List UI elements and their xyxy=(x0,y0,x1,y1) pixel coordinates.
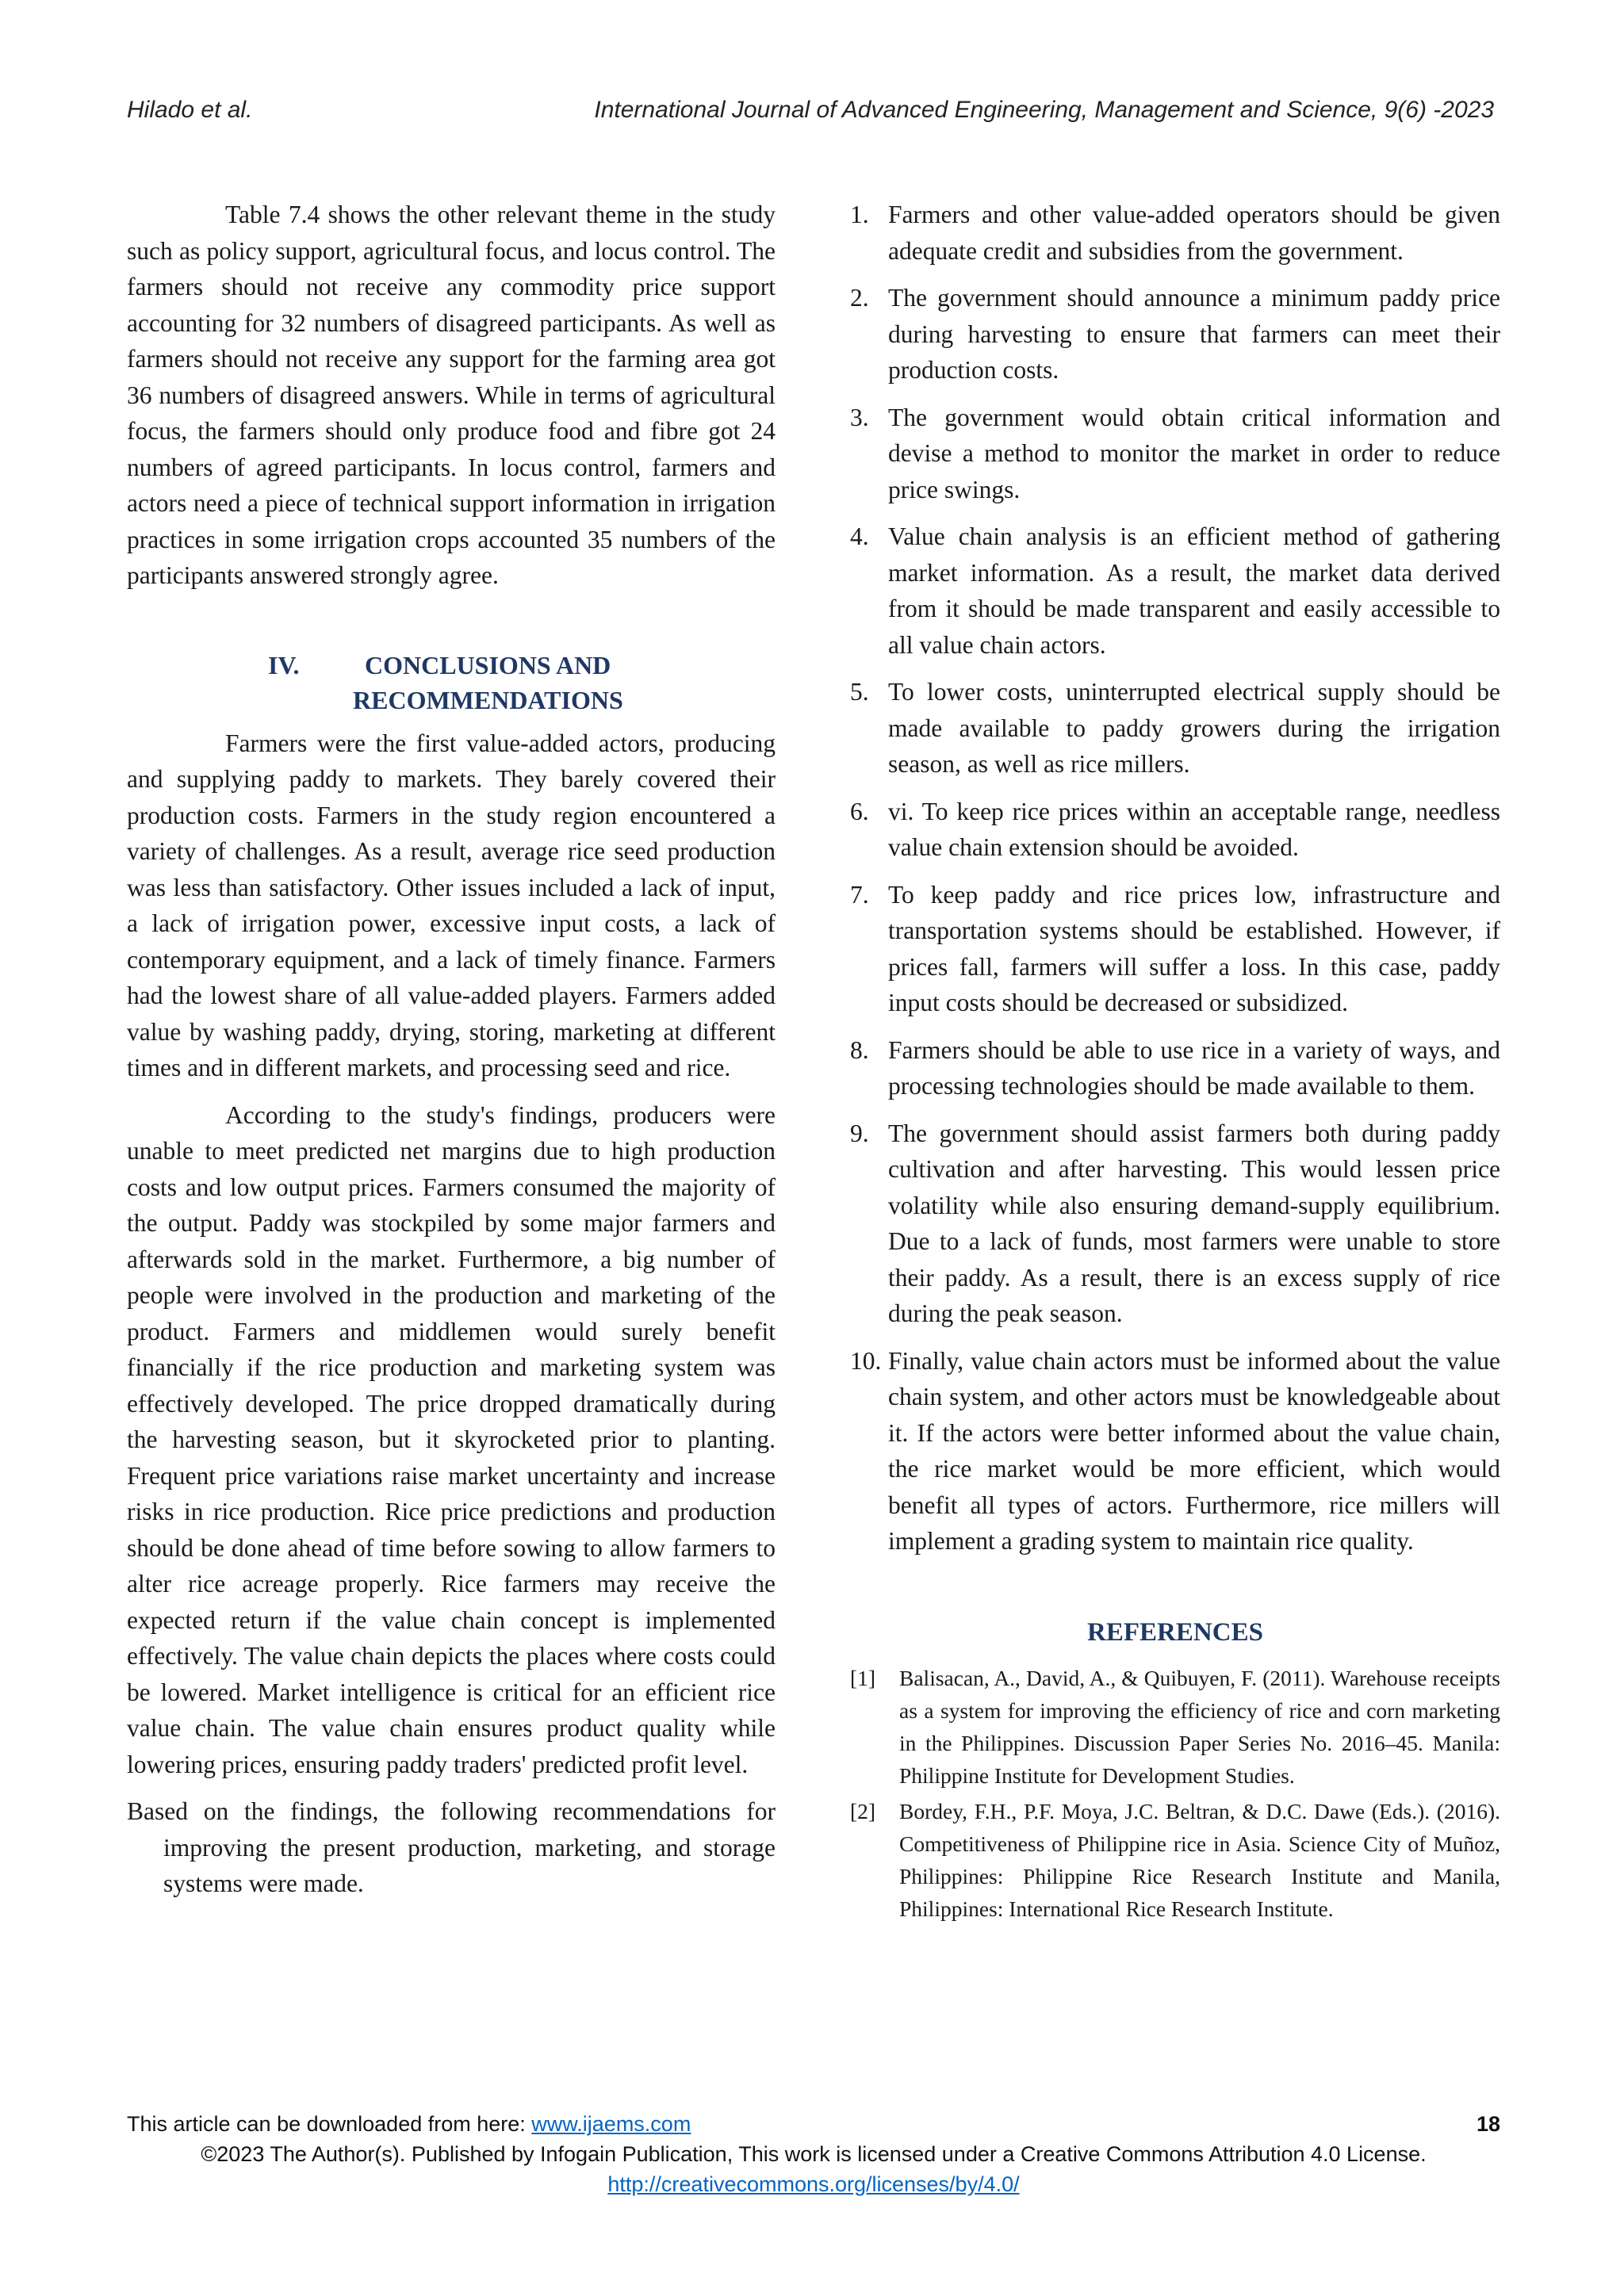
list-number: 4. xyxy=(850,522,869,550)
page-footer xyxy=(127,2109,1500,2199)
list-text: vi. To keep rice prices within an acceptable range, needless value chain extension should be avoided. xyxy=(888,797,1500,861)
reference-number: [1] xyxy=(850,1666,876,1690)
download-prefix: This article can be downloaded from here: xyxy=(127,2112,532,2136)
section-heading xyxy=(127,648,776,718)
body-paragraph: Farmers were the first value-added actors, producing and supplying paddy to markets. They barely covered their production costs. Farmers in the study region encountered a variety of challenges. As a result, average rice seed production was less than satisfactory. Other issues included a lack of input, a lack of irrigation power, excessive input costs, a lack of contemporary equipment, and a lack of timely finance. Farmers had the lowest share of all value-added players. Farmers added value by washing paddy, drying, storing, marketing at different times and in different markets, and processing seed and rice. xyxy=(127,729,776,1081)
section-title-line2: RECOMMENDATIONS xyxy=(353,685,623,714)
license-link[interactable]: http://creativecommons.org/licenses/by/4.0/ xyxy=(607,2172,1020,2196)
list-number: 5. xyxy=(850,678,869,706)
journal-website-link[interactable]: www.ijaems.com xyxy=(531,2112,691,2136)
reference-text: Bordey, F.H., P.F. Moya, J.C. Beltran, & D.C. Dawe (Eds.). (2016). Competitiveness of Philippine rice in Asia. Science City of Muñoz, Philippines: Philippine Rice Research Institute and Manila, Philippines: International Rice Research Institute. xyxy=(899,1799,1500,1921)
page-number: 18 xyxy=(1476,2112,1500,2136)
list-number: 6. xyxy=(850,797,869,825)
left-column xyxy=(127,197,776,1902)
list-item xyxy=(850,674,1500,783)
list-item xyxy=(850,1343,1500,1559)
list-item xyxy=(850,794,1500,866)
list-text: To keep paddy and rice prices low, infrastructure and transportation systems should be established. However, if prices fall, farmers will suffer a loss. In this case, paddy input costs should be decreased or subsidized. xyxy=(888,880,1500,1016)
list-text: Farmers should be able to use rice in a variety of ways, and processing technologies should be made available to them. xyxy=(888,1035,1500,1100)
list-number: 7. xyxy=(850,880,869,909)
list-number: 1. xyxy=(850,201,869,228)
list-item xyxy=(850,877,1500,1021)
list-text: The government would obtain critical information and devise a method to monitor the market in order to reduce price swings. xyxy=(888,403,1500,503)
reference-item xyxy=(850,1662,1500,1792)
header-journal: International Journal of Advanced Engineering, Management and Science, 9(6) -2023 xyxy=(594,97,1494,123)
header-authors: Hilado et al. xyxy=(127,97,253,123)
list-number: 10. xyxy=(850,1346,882,1375)
section-number: IV. xyxy=(268,650,300,679)
list-item xyxy=(850,400,1500,508)
list-text: Finally, value chain actors must be informed about the value chain system, and other actors must be knowledgeable about it. If the actors were better informed about the value chain, the rice market would be more efficient, which would benefit all types of actors. Furthermore, rice millers will implement a grading system to maintain rice quality. xyxy=(888,1346,1500,1555)
list-item xyxy=(850,519,1500,663)
running-header xyxy=(127,97,1494,136)
copyright-notice: ©2023 The Author(s). Published by Infogain Publication, This work is licensed under a Creative Commons Attribution 4.0 License. xyxy=(201,2142,1427,2166)
recommendations-list xyxy=(850,197,1500,1559)
reference-text: Balisacan, A., David, A., & Quibuyen, F. (2011). Warehouse receipts as a system for improving the efficiency of rice and corn marketing in the Philippines. Discussion Paper Series No. 2016–45. Manila: Philippine Institute for Development Studies. xyxy=(899,1666,1500,1788)
section-title-line1: CONCLUSIONS AND xyxy=(365,650,611,679)
body-paragraph: Table 7.4 shows the other relevant theme in the study such as policy support, agricultural focus, and locus control. The farmers should not receive any commodity price support accounting for 32 numbers of disagreed participants. As well as farmers should not receive any support for the farming area got 36 numbers of disagreed answers. While in terms of agricultural focus, the farmers should only produce food and fibre got 24 numbers of agreed participants. In locus control, farmers and actors need a piece of technical support information in irrigation practices in some irrigation crops accounted 35 numbers of the participants answered strongly agree. xyxy=(127,201,776,589)
list-item xyxy=(850,280,1500,388)
body-paragraph: According to the study's findings, producers were unable to meet predicted net margins due to high production costs and low output prices. Farmers consumed the majority of the output. Paddy was stockpiled by some major farmers and afterwards sold in the market. Furthermore, a big number of people were involved in the production and marketing of the product. Farmers and middlemen would surely benefit financially if the rice production and marketing system was effectively developed. The price dropped dramatically during the harvesting season, but it skyrocketed prior to planting. Frequent price variations raise market uncertainty and increase risks in rice production. Rice price predictions and production should be done ahead of time before sowing to allow farmers to alter rice acreage properly. Rice farmers may receive the expected return if the value chain concept is implemented effectively. The value chain depicts the places where costs could be lowered. Market intelligence is critical for an efficient rice value chain. The value chain ensures product quality while lowering prices, ensuring paddy traders' predicted profit level. xyxy=(127,1100,776,1778)
references-list xyxy=(850,1662,1500,1925)
body-paragraph: Based on the findings, the following recommendations for improving the present production, marketing, and storage systems were made. xyxy=(127,1797,776,1897)
list-number: 9. xyxy=(850,1119,869,1147)
list-item xyxy=(850,197,1500,269)
list-text: Farmers and other value-added operators should be given adequate credit and subsidies from the government. xyxy=(888,201,1500,265)
reference-item xyxy=(850,1795,1500,1925)
list-number: 2. xyxy=(850,284,869,312)
list-number: 3. xyxy=(850,403,869,431)
list-item xyxy=(850,1032,1500,1104)
list-text: The government should assist farmers both during paddy cultivation and after harvesting. This would lessen price volatility while also ensuring demand-supply equilibrium. Due to a lack of funds, most farmers were unable to store their paddy. As a result, there is an excess supply of rice during the peak season. xyxy=(888,1119,1500,1327)
list-number: 8. xyxy=(850,1035,869,1064)
right-column xyxy=(850,197,1500,1928)
reference-number: [2] xyxy=(850,1799,876,1823)
list-text: Value chain analysis is an efficient method of gathering market information. As a result, the market data derived from it should be made transparent and easily accessible to all value chain actors. xyxy=(888,522,1500,659)
references-heading: REFERENCES xyxy=(1087,1617,1263,1647)
list-text: To lower costs, uninterrupted electrical supply should be made available to paddy growers during the irrigation season, as well as rice millers. xyxy=(888,678,1500,778)
list-text: The government should announce a minimum paddy price during harvesting to ensure that farmers can meet their production costs. xyxy=(888,284,1500,384)
list-item xyxy=(850,1115,1500,1332)
